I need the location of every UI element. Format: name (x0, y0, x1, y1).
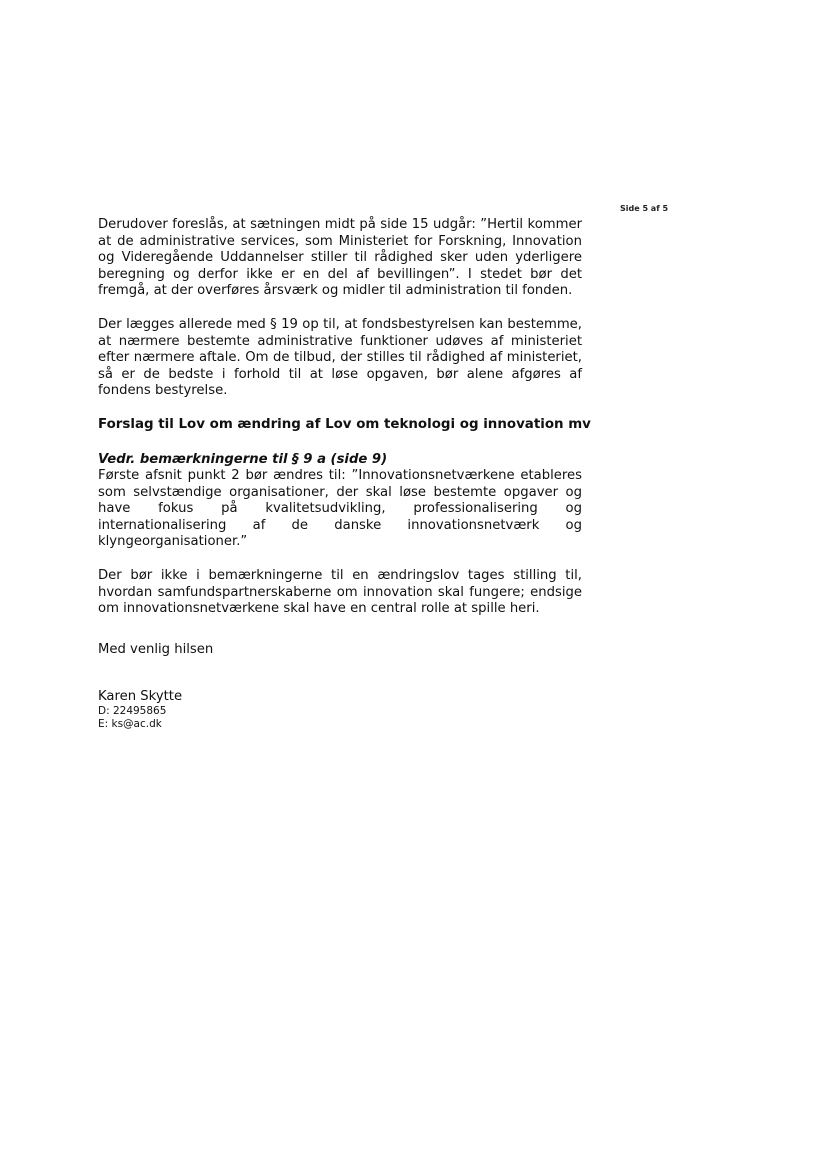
page-number: Side 5 af 5 (620, 204, 669, 213)
closing-greeting: Med venlig hilsen (98, 641, 214, 657)
paragraph-section-19: Der lægges allerede med § 19 op til, at fondsbestyrelsen kan bestemme, at nærmere bestemte administrative funktioner udøves af ministeriet efter nærmere aftale. Om de tilbud, der stilles til rådighed af ministeriet, så er de bedste i forhold til at løse opgaven, bør alene afgøres af fondens bestyrelse. (98, 316, 582, 399)
signature-block (98, 689, 582, 731)
section-heading: Forslag til Lov om ændring af Lov om teknologi og innovation mv (98, 416, 591, 432)
signature-phone: D: 22495865 (98, 704, 167, 717)
signature-name: Karen Skytte (98, 688, 183, 704)
paragraph-innovation-networks: Første afsnit punkt 2 bør ændres til: ”Innovationsnetværkene etableres som selvstændige organisationer, der skal løse bestemte opgaver og have fokus på kvalitetsudvikling, professionalisering og internationalisering af de danske innovationsnetværk og klyngeorganisationer.” (98, 467, 582, 550)
document-body (98, 217, 591, 731)
paragraph-amendment-remarks: Der bør ikke i bemærkningerne til en ændringslov tages stilling til, hvordan samfundspartnerskaberne om innovation skal fungere; endsige om innovationsnetværkene skal have en central rolle at spille heri. (98, 567, 582, 617)
signature-email: E: ks@ac.dk (98, 717, 162, 730)
paragraph-admin-services: Derudover foreslås, at sætningen midt på side 15 udgår: ”Hertil kommer at de administrative services, som Ministeriet for Forskning, Innovation og Videregående Uddannelser stiller til rådighed sker uden yderligere beregning og derfor ikke er en del af bevillingen”. I stedet bør det fremgå, at der overføres årsværk og midler til administration til fonden. (98, 217, 582, 299)
section-subheading: Vedr. bemærkningerne til § 9 a (side 9) (98, 451, 388, 467)
